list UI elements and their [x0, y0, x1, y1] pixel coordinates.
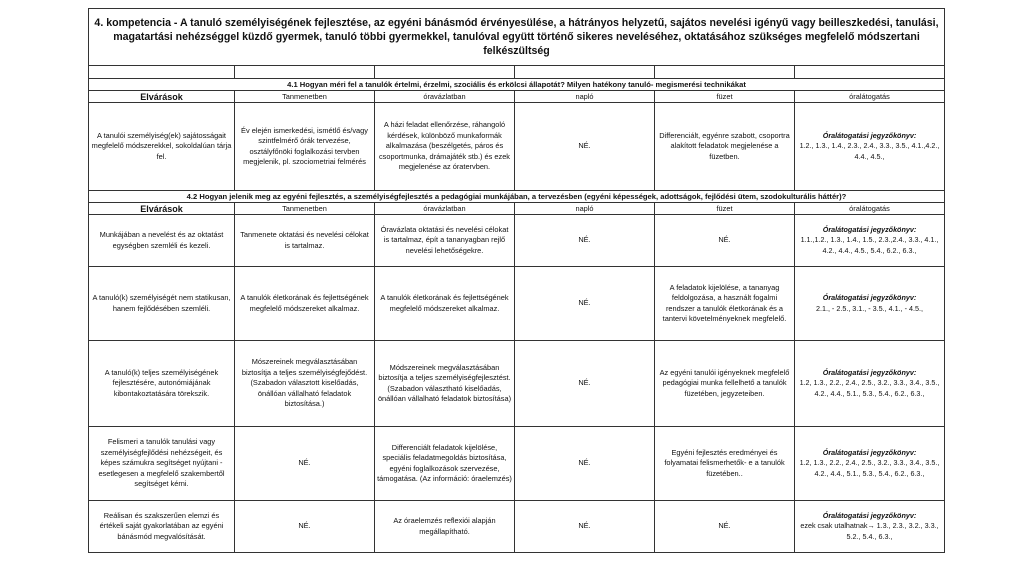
lesson-cell: A házi feladat ellenőrzése, ráhangoló kérdések, különböző munkaformák alkalmazása (beszélgetés, páros és csoportmunka, drámajáték stb.) és ezek megjelenése az óratervben.	[375, 103, 515, 191]
table-row	[89, 341, 945, 427]
competency-title: 4. kompetencia - A tanuló személyiségének fejlesztése, az egyéni bánásmód érvényesülése, a hátrányos helyzetű, sajátos nevelési igényű vagy beilleszkedési, tanulási, magatartási nehézséggel küzdő gyermek, tanuló többi gyermekkel, tanulóval együtt történő sikeres neveléséhez, oktatásához szükséges megfelelő módszertani felkészültség	[89, 9, 945, 66]
empty-cell	[795, 66, 945, 79]
expectation-cell: Munkájában a nevelést és az oktatást egységben szemléli és kezeli.	[89, 215, 235, 267]
table-row	[89, 267, 945, 341]
empty-cell	[655, 66, 795, 79]
diary-cell: NÉ.	[515, 427, 655, 501]
observation-title: Óralátogatási jegyzőkönyv:	[822, 293, 917, 303]
empty-cell	[375, 66, 515, 79]
notebook-cell: NÉ.	[655, 215, 795, 267]
column-header-notebook: füzet	[655, 203, 795, 215]
observation-items: 1.2., 1.3., 1.4., 2.3., 2.4., 3.3., 3.5., 4.1.,4.2., 4.4., 4.5.,	[799, 141, 940, 161]
observation-cell	[795, 103, 945, 191]
plan-cell: Év elején ismerkedési, ismétlő és/vagy szintfelmérő órák tervezése, osztályfőnöki foglalkozási tervben megjelenik, pl. szociometriai felmérés	[235, 103, 375, 191]
observation-items: 1.2, 1.3., 2.2., 2.4., 2.5., 3.2., 3.3., 3.4., 3.5., 4.2., 4.4., 5.1., 5.3., 5.4., 6.2., 6.3.,	[799, 378, 940, 398]
diary-cell: NÉ.	[515, 103, 655, 191]
diary-cell: NÉ.	[515, 267, 655, 341]
notebook-cell: Az egyéni tanulói igényeknek megfelelő pedagógiai munka fellelhető a tanulók füzetében, jegyzeteiben.	[655, 341, 795, 427]
notebook-cell: Egyéni fejlesztés eredményei és folyamatai felismerhetők- e a tanulók füzetében..	[655, 427, 795, 501]
column-header-expectations: Elvárások	[89, 203, 235, 215]
observation-items: 1.1.,1.2., 1.3., 1.4., 1.5., 2.3.,2.4., 3.3., 4.1., 4.2., 4.4., 4.5., 5.4., 6.2., 6.3.,	[800, 235, 939, 255]
observation-title: Óralátogatási jegyzőkönyv:	[822, 367, 917, 377]
empty-cell	[235, 66, 375, 79]
column-header-diary: napló	[515, 91, 655, 103]
observation-title: Óralátogatási jegyzőkönyv:	[822, 510, 917, 520]
column-header-lesson: óravázlatban	[375, 91, 515, 103]
table-row	[89, 427, 945, 501]
observation-title: Óralátogatási jegyzőkönyv:	[822, 224, 917, 234]
diary-cell: NÉ.	[515, 215, 655, 267]
observation-title: Óralátogatási jegyzőkönyv:	[822, 447, 917, 457]
expectation-cell: A tanuló(k) személyiségét nem statikusan, hanem fejlődésében szemléli.	[89, 267, 235, 341]
section-heading-4-1: 4.1 Hogyan méri fel a tanulók értelmi, érzelmi, szociális és erkölcsi állapotát? Milyen hatékony tanuló- megismerési technikákat	[89, 79, 945, 91]
column-header-observation: óralátogatás	[795, 91, 945, 103]
empty-row	[89, 66, 945, 79]
observation-cell	[795, 501, 945, 553]
observation-items: 2.1., - 2.5., 3.1., - 3.5., 4.1., - 4.5.,	[815, 303, 924, 313]
table-row	[89, 103, 945, 191]
plan-cell: A tanulók életkorának és fejlettségének megfelelő módszereket alkalmaz.	[235, 267, 375, 341]
column-header-plan: Tanmenetben	[235, 91, 375, 103]
empty-cell	[515, 66, 655, 79]
notebook-cell: Differenciált, egyénre szabott, csoportra alakított feladatok megjelenése a füzetben.	[655, 103, 795, 191]
observation-cell	[795, 215, 945, 267]
diary-cell: NÉ.	[515, 501, 655, 553]
observation-items: ezek csak utalhatnak→ 1.3., 2.3., 3.2., 3.3., 5.2., 5.4., 6.3.,	[800, 521, 939, 541]
plan-cell: Tanmenete oktatási és nevelési célokat is tartalmaz.	[235, 215, 375, 267]
column-header-lesson: óravázlatban	[375, 203, 515, 215]
expectation-cell: A tanulói személyiség(ek) sajátosságait megfelelő módszerekkel, sokoldalúan tárja fel.	[89, 103, 235, 191]
column-header-expectations: Elvárások	[89, 91, 235, 103]
section-heading-4-2: 4.2 Hogyan jelenik meg az egyéni fejlesztés, a személyiségfejlesztés a pedagógiai munkájában, a tervezésben (egyéni képességek, adottságok, fejlődési ütem, szodokulturális háttér)?	[89, 191, 945, 203]
column-header-notebook: füzet	[655, 91, 795, 103]
notebook-cell: A feladatok kijelölése, a tananyag feldolgozása, a használt fogalmi rendszer a tanulók életkorának és a tantervi követelményeknek megfelelő.	[655, 267, 795, 341]
column-header-diary: napló	[515, 203, 655, 215]
plan-cell: NÉ.	[235, 501, 375, 553]
competency-table	[88, 8, 945, 553]
column-header-row	[89, 203, 945, 215]
lesson-cell: Differenciált feladatok kijelölése, speciális feladatmegoldás biztosítása, egyéni foglalkozások szervezése, támogatása. (Az információ: óraelemzés)	[375, 427, 515, 501]
observation-cell	[795, 427, 945, 501]
table-row	[89, 501, 945, 553]
expectation-cell: Felismeri a tanulók tanulási vagy személyiségfejlődési nehézségeit, és képes számukra segítséget nyújtani - esetlegesen a megfelelő szakembertől segítséget kérni.	[89, 427, 235, 501]
observation-items: 1.2, 1.3., 2.2., 2.4., 2.5., 3.2., 3.3., 3.4., 3.5., 4.2., 4.4., 5.1., 5.3., 5.4., 6.2., 6.3.,	[799, 458, 940, 478]
lesson-cell: Óravázlata oktatási és nevelési célokat is tartalmaz, épít a tananyagban rejlő nevelési lehetőségekre.	[375, 215, 515, 267]
expectation-cell: Reálisan és szakszerűen elemzi és értékeli saját gyakorlatában az egyéni bánásmód megvalósítását.	[89, 501, 235, 553]
column-header-plan: Tanmenetben	[235, 203, 375, 215]
diary-cell: NÉ.	[515, 341, 655, 427]
lesson-cell: A tanulók életkorának és fejlettségének megfelelő módszereket alkalmaz.	[375, 267, 515, 341]
lesson-cell: Az óraelemzés reflexiói alapján megállapítható.	[375, 501, 515, 553]
plan-cell: NÉ.	[235, 427, 375, 501]
column-header-observation: óralátogatás	[795, 203, 945, 215]
empty-cell	[89, 66, 235, 79]
observation-cell	[795, 267, 945, 341]
expectation-cell: A tanuló(k) teljes személyiségének fejlesztésére, autonómiájának kibontakoztatására törekszik.	[89, 341, 235, 427]
lesson-cell: Módszereinek megválasztásában biztosítja a teljes személyiségfejlesztést. (Szabadon választható kiselőadás, önállóan vállalható feladatok biztosítása)	[375, 341, 515, 427]
notebook-cell: NÉ.	[655, 501, 795, 553]
observation-title: Óralátogatási jegyzőkönyv:	[822, 130, 917, 140]
table-row	[89, 215, 945, 267]
observation-cell	[795, 341, 945, 427]
plan-cell: Mószereinek megválasztásában biztosítja a teljes személyiségfejődést. (Szabadon választott kiselőadás, önállóan vállalható feladatok biztosítása.)	[235, 341, 375, 427]
column-header-row	[89, 91, 945, 103]
